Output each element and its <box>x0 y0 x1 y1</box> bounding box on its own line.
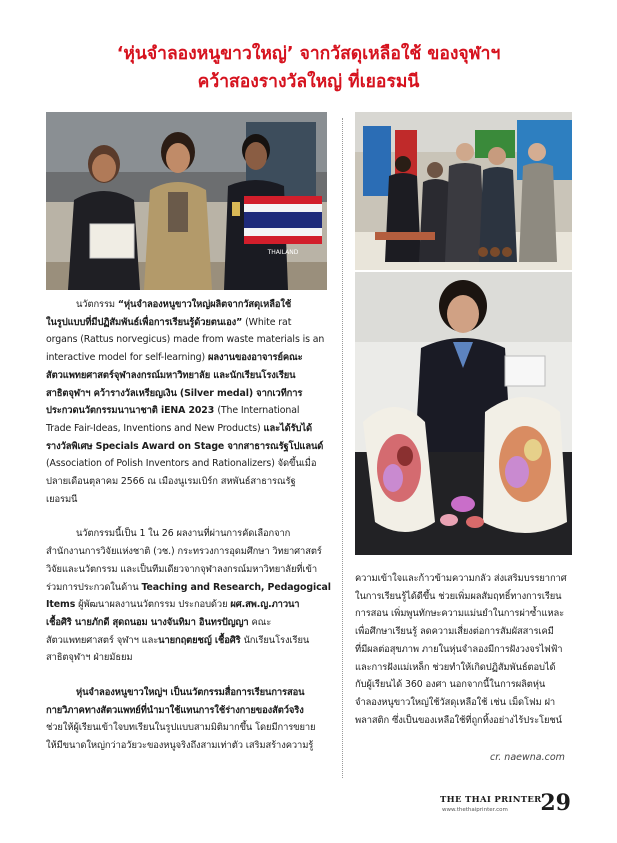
booth-photo <box>355 112 572 270</box>
text-span: นวัตกรรม <box>76 299 118 310</box>
text-line <box>46 719 340 737</box>
text-line <box>355 641 573 659</box>
text-span: (The International <box>217 405 300 417</box>
article-title <box>40 40 577 96</box>
text-line <box>46 420 340 438</box>
text-line <box>355 694 573 712</box>
text-line <box>46 402 340 420</box>
bold-text: สัตวแพทยศาสตร์จุฬาลงกรณ์มหาวิทยาลัย และนักเรียนโรงเรียน <box>46 369 296 381</box>
text-line <box>46 367 340 385</box>
text-line <box>46 349 340 367</box>
text-span: สาธิตจุฬาฯ ฝ่ายมัธยม <box>46 652 133 664</box>
text-span: และการฝังแม่เหล็ก ช่วยทำให้เกิดปฏิสัมพันธ์ตอบได้ <box>355 661 556 673</box>
bold-text: และได้รับได้ <box>263 422 313 434</box>
text-line <box>46 649 340 667</box>
award-photo <box>46 112 327 290</box>
article-body-left <box>46 296 340 755</box>
text-span: organs (Rattus norvegicus) made from waste materials is an <box>46 334 325 346</box>
bold-text: นายกฤตยชญ์ เชื้อศิริ <box>158 634 241 646</box>
text-span: (Association of Polish Inventors and Rationalizers) จัดขึ้นเมื่อ <box>46 458 317 470</box>
text-line <box>46 737 340 755</box>
magazine-brand: THE THAI PRINTER <box>440 795 542 805</box>
bold-text: สาธิตจุฬาฯ คว้ารางวัลเหรียญเงิน (Silver medal) จากเวทีการ <box>46 387 303 399</box>
text-line <box>46 331 340 349</box>
text-line <box>46 561 340 579</box>
text-span: ช่วยให้ผู้เรียนเข้าใจบทเรียนในรูปแบบสามมิติมากขึ้น โดยมีการขยาย <box>46 722 316 734</box>
text-line <box>46 684 340 702</box>
bold-text: “หุ่นจำลองหนูขาวใหญ่ผลิตจากวัสดุเหลือใช้ <box>117 299 292 310</box>
bold-text: กายวิภาคทางสัตวแพทย์ที่นำมาใช้แทนการใช้ร่างกายของสัตว์จริง <box>46 704 304 716</box>
text-line <box>46 543 340 561</box>
text-span: คณะ <box>248 616 272 628</box>
text-line <box>355 623 573 641</box>
text-line <box>46 632 340 650</box>
bold-text: รางวัลพิเศษ Specials Award on Stage จากสาธารณรัฐโปแลนด์ <box>46 440 324 452</box>
text-span: ที่มีผลต่อสุขภาพ ภายในหุ่นจำลองมีการฝังวงจรไฟฟ้า <box>355 643 563 655</box>
text-span: วิจัยและนวัตกรรม และเป็นทีมเดียวจากจุฬาลงกรณ์มหาวิทยาลัยที่เข้า <box>46 563 317 575</box>
text-span: ปลายเดือนตุลาคม 2566 ณ เมืองนูเรมเบิร์ก สหพันธ์สาธารณรัฐ <box>46 476 296 488</box>
text-line <box>46 702 340 720</box>
text-line <box>46 473 340 491</box>
page-footer <box>440 790 575 820</box>
text-line <box>355 676 573 694</box>
text-span: เพื่อศึกษาเรียนรู้ ลดความเสี่ยงต่อการสัมผัสสารเคมี <box>355 626 554 638</box>
text-span: ในการเรียนรู้ได้ดีขึ้น ช่วยเพิ่มผลสัมฤทธิ์ทางการเรียน <box>355 590 562 602</box>
paragraph-gap <box>46 667 340 684</box>
text-span: เยอรมนี <box>46 493 78 505</box>
bold-text: ผศ.สพ.ญ.ภาวนา <box>230 599 300 611</box>
text-span: (White rat <box>242 316 292 328</box>
text-line <box>46 455 340 473</box>
text-line <box>355 588 573 606</box>
flag-label: THAILAND <box>267 249 299 256</box>
text-span: ให้มีขนาดใหญ่กว่าอวัยวะของหนูจริงถึงสามเท่าตัว เสริมสร้างความรู้ <box>46 740 314 752</box>
text-line <box>355 570 573 588</box>
text-line <box>355 712 573 730</box>
text-line <box>46 579 340 597</box>
text-line <box>46 614 340 632</box>
page-number: 29 <box>540 790 571 816</box>
text-line <box>46 296 340 314</box>
text-span: กับผู้เรียนได้ 360 องศา นอกจากนี้ในการผลิตหุ่น <box>355 679 546 691</box>
bold-text: ในรูปแบบที่มีปฏิสัมพันธ์เพื่อการเรียนรู้ด้วยตนเอง” <box>46 316 243 328</box>
text-span: ร่วมการประกวดในด้าน <box>46 581 142 593</box>
bold-text: Teaching and Research, Pedagogical <box>141 581 331 593</box>
text-line <box>355 605 573 623</box>
text-span: interactive model for self-learning) <box>46 352 208 364</box>
text-span: ผู้พัฒนาผลงานนวัตกรรม ประกอบด้วย <box>75 599 231 611</box>
text-line <box>46 385 340 403</box>
magazine-website: www.thethaiprinter.com <box>442 807 508 813</box>
model-photo <box>355 272 572 555</box>
text-line <box>46 314 340 332</box>
article-body-right <box>355 570 573 729</box>
title-line-2: คว้าสองรางวัลใหญ่ ที่เยอรมนี <box>197 72 420 92</box>
bold-text: ผลงานของอาจารย์คณะ <box>207 352 303 364</box>
text-line <box>46 491 340 509</box>
text-span: Trade Fair-Ideas, Inventions and New Products) <box>46 422 264 434</box>
text-span: พลาสติก ซึ่งเป็นของเหลือใช้ที่ถูกทิ้งอย่างไร้ประโยชน์ <box>355 714 562 726</box>
bold-text: Items <box>46 599 76 611</box>
source-credit: cr. naewna.com <box>490 752 565 763</box>
bold-text: เชื้อศิริ นายภักดี สุดถนอม นางจันทิมา อินทรปัญญา <box>46 616 249 628</box>
bold-text: ประกวดนวัตกรรมนานาชาติ iENA 2023 <box>46 405 218 417</box>
text-line <box>355 659 573 677</box>
text-span: นวัตกรรมนี้เป็น 1 ใน 26 ผลงานที่ผ่านการคัดเลือกจาก <box>76 528 291 540</box>
text-span: สัตวแพทยศาสตร์ จุฬาฯ และ <box>46 634 159 646</box>
title-line-1: ‘หุ่นจำลองหนูขาวใหญ่’ จากวัสดุเหลือใช้ ของจุฬาฯ <box>116 44 501 64</box>
column-divider <box>342 118 343 778</box>
text-line <box>46 596 340 614</box>
text-span: ความเข้าใจและก้าวข้ามความกลัว ส่งเสริมบรรยากาศ <box>355 573 567 584</box>
text-line <box>46 525 340 543</box>
text-span: จำลองหนูขาวใหญ่ใช้วัสดุเหลือใช้ เช่น เม็ดโฟม ฝา <box>355 696 555 708</box>
text-span: สำนักงานการวิจัยแห่งชาติ (วช.) กระทรวงการอุดมศึกษา วิทยาศาสตร์ <box>46 546 322 558</box>
text-span: การสอน เพิ่มพูนทักษะความแม่นยำในการผ่าซ้ำแหละ <box>355 608 565 620</box>
text-line <box>46 438 340 456</box>
paragraph-gap <box>46 508 340 525</box>
bold-text: หุ่นจำลองหนูขาวใหญ่ฯ เป็นนวัตกรรมสื่อการเรียนการสอน <box>76 687 305 699</box>
text-span: นักเรียนโรงเรียน <box>240 634 310 646</box>
